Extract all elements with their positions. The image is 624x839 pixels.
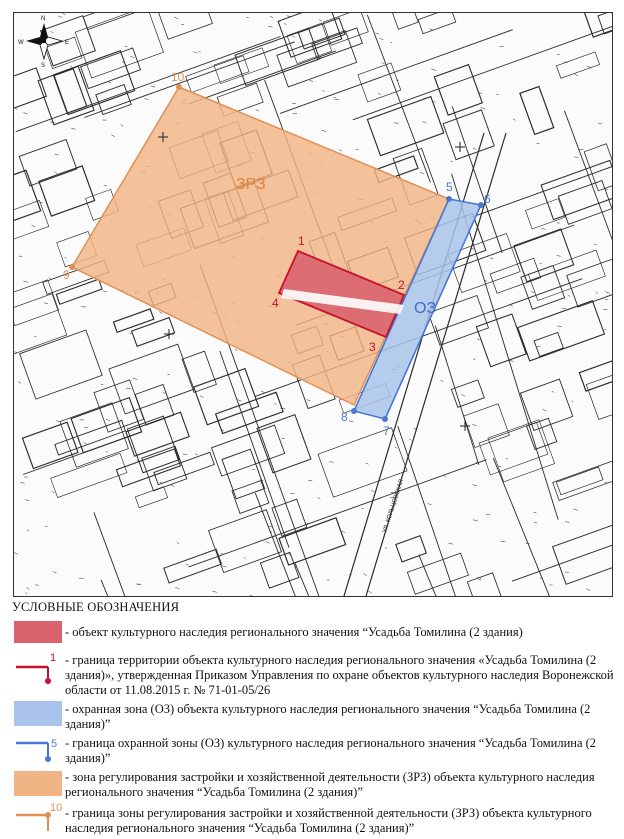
compass-south: S <box>41 63 46 69</box>
oz-point-7 <box>382 416 388 422</box>
compass-west: W <box>18 40 24 46</box>
oz-zone-label: ОЗ <box>414 300 437 317</box>
compass-east: E <box>65 40 70 46</box>
legend-text-okn-border: - граница территории объекта культурного наследия регионального значения «Усадьба Томилина (2 здания)», утвержденная Приказом Управления по охране объектов культурного наследия Воронежской области от 11.08.2015 г. № 71-01-05/26 <box>65 653 614 697</box>
legend-text-zrz-border: - граница зоны регулирования застройки и хозяйственной деятельности (ЗРЗ) объекта культурного наследия регионального значения “Усадьба Томилина (2 здания)” <box>65 806 592 835</box>
zrz-point-10-label: 10 <box>171 70 185 84</box>
compass-rose <box>26 23 62 59</box>
oz-point-5 <box>446 196 452 202</box>
legend-title: УСЛОВНЫЕ ОБОЗНАЧЕНИЯ <box>12 600 180 614</box>
legend-item-okn <box>12 621 616 651</box>
okn-point-2-label: 2 <box>398 278 405 292</box>
legend-text-okn: - объект культурного наследия регионального значения “Усадьба Томилина (2 здания) <box>65 625 523 639</box>
legend-item-zrz <box>12 769 616 805</box>
oz-border-number: 5 <box>51 738 58 750</box>
oz-point-6-label: 6 <box>484 192 491 206</box>
zrz-zone-label: ЗРЗ <box>236 176 266 193</box>
zrz-point-9 <box>69 264 75 270</box>
legend-text-oz: - охранная зона (ОЗ) объекта культурного наследия регионального значения “Усадьба Томилина (2 здания)” <box>65 702 591 731</box>
street-label: УЛ. КОЛЬЦОВСКАЯ <box>382 478 406 534</box>
legend-item-zrz-border <box>12 802 616 839</box>
oz-border-line-icon <box>14 735 62 769</box>
okn-swatch <box>14 621 62 643</box>
zrz-point-9-label: 9 <box>63 268 70 282</box>
map-frame <box>13 12 613 597</box>
legend-text-oz-border: - граница охранной зоны (ОЗ) культурного наследия регионального значения “Усадьба Томилина (2 здания)” <box>65 736 597 765</box>
okn-point-1-label: 1 <box>298 234 305 248</box>
legend-item-oz <box>12 701 616 735</box>
zrz-point-10 <box>176 84 182 90</box>
okn-border-number: 1 <box>50 652 57 664</box>
oz-point-5-label: 5 <box>446 180 453 194</box>
legend-text-zrz: - зона регулирования застройки и хозяйственной деятельности (ЗРЗ) объекта культурного наследия регионального значения “Усадьба Томилина (2 здания)” <box>65 770 595 799</box>
zrz-border-number: 10 <box>50 802 62 814</box>
compass-north: N <box>41 16 46 22</box>
legend-item-okn-border <box>12 651 616 701</box>
okn-border-line-icon <box>14 651 62 685</box>
legend-item-oz-border <box>12 735 616 769</box>
legend <box>12 600 616 839</box>
zrz-swatch <box>14 771 62 796</box>
oz-point-8-label: 8 <box>341 410 348 424</box>
oz-point-8 <box>351 408 357 414</box>
okn-point-3-label: 3 <box>369 340 376 354</box>
oz-point-7-label: 7 <box>383 424 390 438</box>
zrz-border-line-icon <box>14 801 62 835</box>
okn-point-4-label: 4 <box>272 296 279 310</box>
oz-swatch <box>14 701 62 726</box>
cadastral-map <box>14 13 612 596</box>
